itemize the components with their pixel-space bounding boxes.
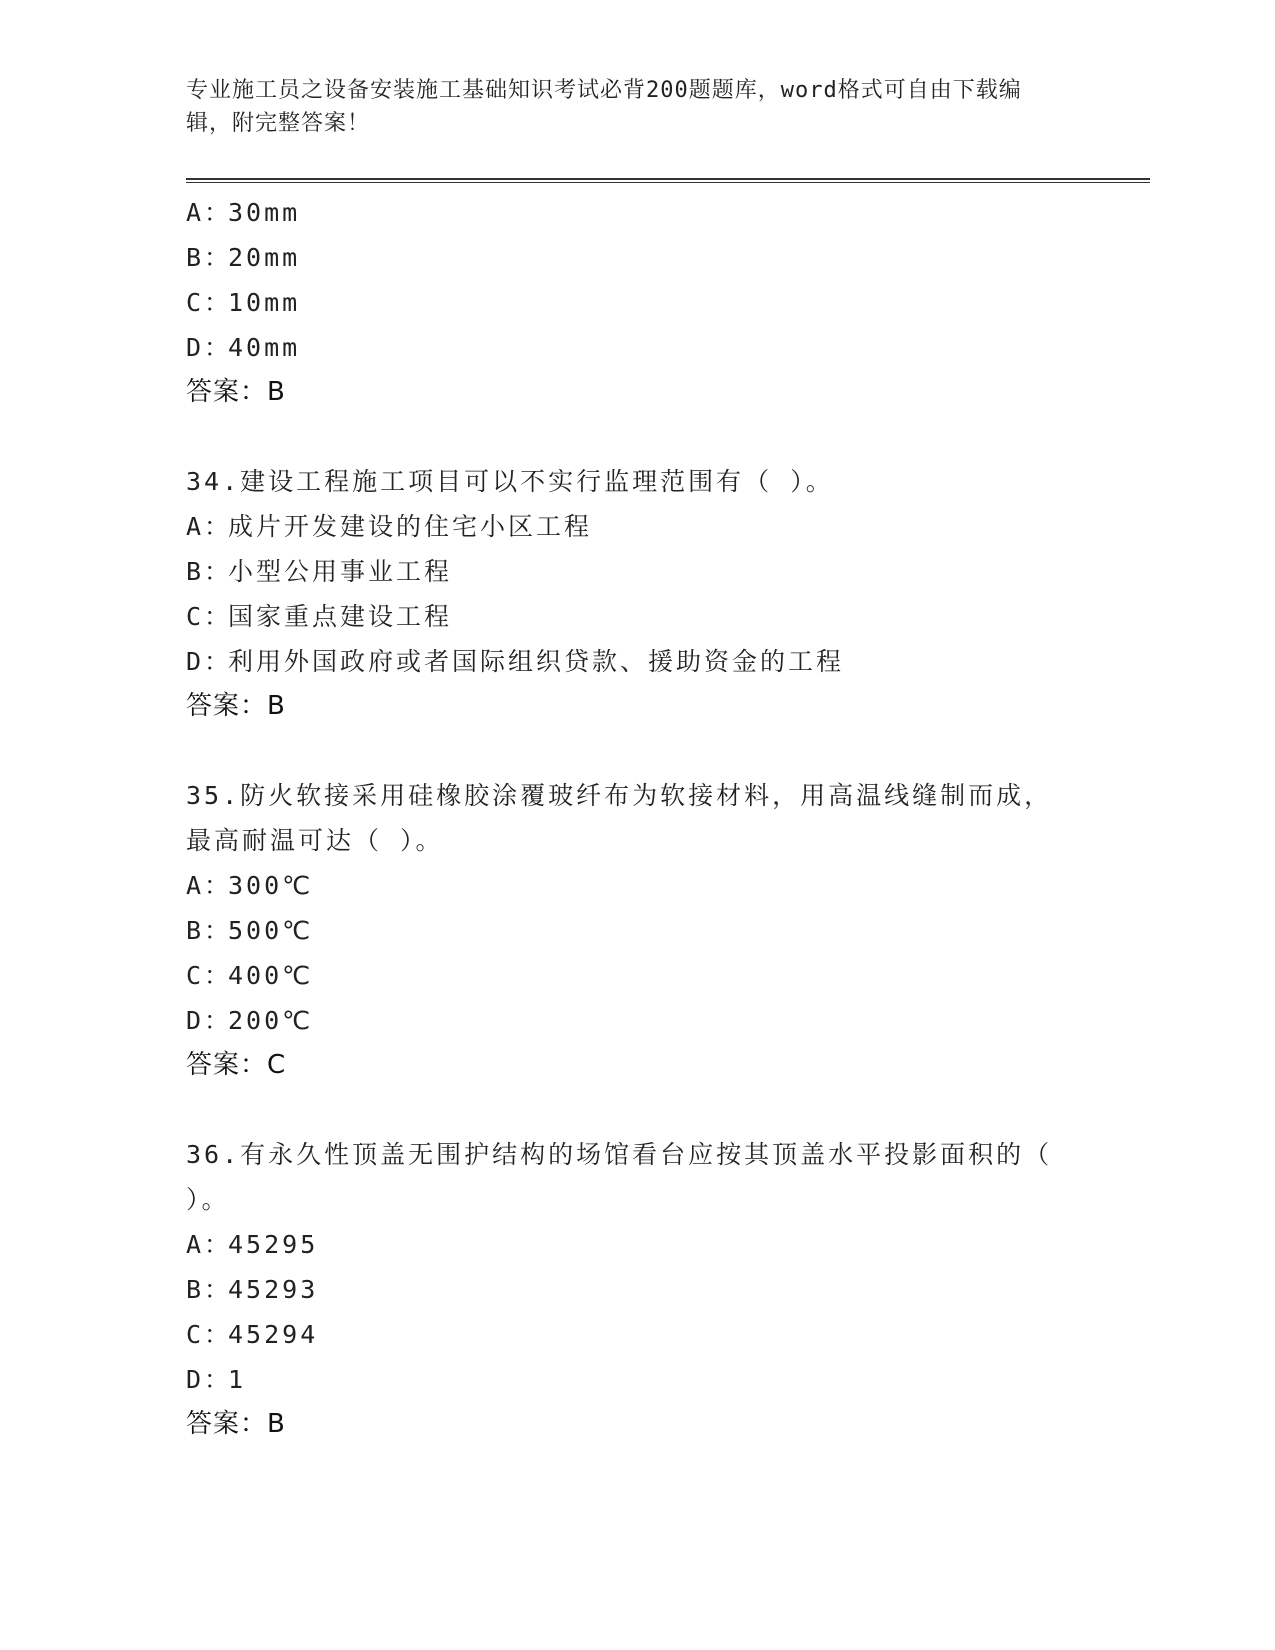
option-text: 利用外国政府或者国际组织贷款、援助资金的工程: [228, 647, 845, 676]
question-33: [186, 190, 1150, 415]
option-text: 1: [228, 1365, 247, 1394]
option-a: [186, 1222, 1150, 1267]
option-text: 400℃: [228, 961, 314, 990]
option-label: D：: [186, 1365, 233, 1394]
option-label: A：: [186, 1230, 233, 1259]
question-35: [186, 773, 1150, 1088]
option-c: [186, 594, 1150, 639]
header-divider: [186, 178, 1150, 183]
option-a: [186, 863, 1150, 908]
spacer: [186, 729, 1150, 773]
answer-line: 答案：B: [186, 1409, 286, 1439]
document-header: 专业施工员之设备安装施工基础知识考试必背200题题库，word格式可自由下载编辑，附完整答案！: [186, 78, 1022, 136]
answer-line: 答案：B: [186, 377, 286, 407]
option-label: D：: [186, 1006, 233, 1035]
question-36: [186, 1132, 1150, 1447]
option-c: [186, 280, 1150, 325]
option-d: [186, 639, 1150, 684]
answer-line: 答案：B: [186, 691, 286, 721]
option-text: 300℃: [228, 871, 314, 900]
option-label: C：: [186, 1320, 233, 1349]
option-d: [186, 325, 1150, 370]
option-text: 200℃: [228, 1006, 314, 1035]
option-label: B：: [186, 243, 233, 272]
option-b: [186, 549, 1150, 594]
option-d: [186, 998, 1150, 1043]
option-label: C：: [186, 288, 233, 317]
option-label: B：: [186, 1275, 233, 1304]
option-text: 成片开发建设的住宅小区工程: [228, 512, 593, 541]
option-label: D：: [186, 647, 233, 676]
option-text: 10mm: [228, 288, 301, 317]
spacer: [186, 1088, 1150, 1132]
option-c: [186, 953, 1150, 998]
option-b: [186, 908, 1150, 953]
option-d: [186, 1357, 1150, 1402]
option-text: 30mm: [228, 198, 301, 227]
option-text: 45293: [228, 1275, 319, 1304]
spacer: [186, 415, 1150, 459]
option-text: 国家重点建设工程: [228, 602, 453, 631]
option-a: [186, 190, 1150, 235]
option-b: [186, 235, 1150, 280]
option-c: [186, 1312, 1150, 1357]
option-label: B：: [186, 557, 233, 586]
option-label: A：: [186, 871, 233, 900]
option-label: D：: [186, 333, 233, 362]
option-text: 500℃: [228, 916, 314, 945]
question-stem: 36.有永久性顶盖无围护结构的场馆看台应按其顶盖水平投影面积的（ ）。: [186, 1140, 1053, 1214]
option-text: 40mm: [228, 333, 301, 362]
option-text: 45294: [228, 1320, 319, 1349]
answer-line: 答案：C: [186, 1050, 287, 1080]
option-a: [186, 504, 1150, 549]
question-stem: 34.建设工程施工项目可以不实行监理范围有（ ）。: [186, 467, 834, 496]
option-label: B：: [186, 916, 233, 945]
option-text: 45295: [228, 1230, 319, 1259]
option-label: A：: [186, 512, 233, 541]
option-label: C：: [186, 602, 233, 631]
option-label: A：: [186, 198, 233, 227]
option-b: [186, 1267, 1150, 1312]
option-label: C：: [186, 961, 233, 990]
option-text: 20mm: [228, 243, 301, 272]
question-list: [186, 190, 1150, 1447]
option-text: 小型公用事业工程: [228, 557, 453, 586]
question-34: [186, 459, 1150, 729]
question-stem: 35.防火软接采用硅橡胶涂覆玻纤布为软接材料，用高温线缝制而成，最高耐温可达（ ）。: [186, 781, 1053, 855]
